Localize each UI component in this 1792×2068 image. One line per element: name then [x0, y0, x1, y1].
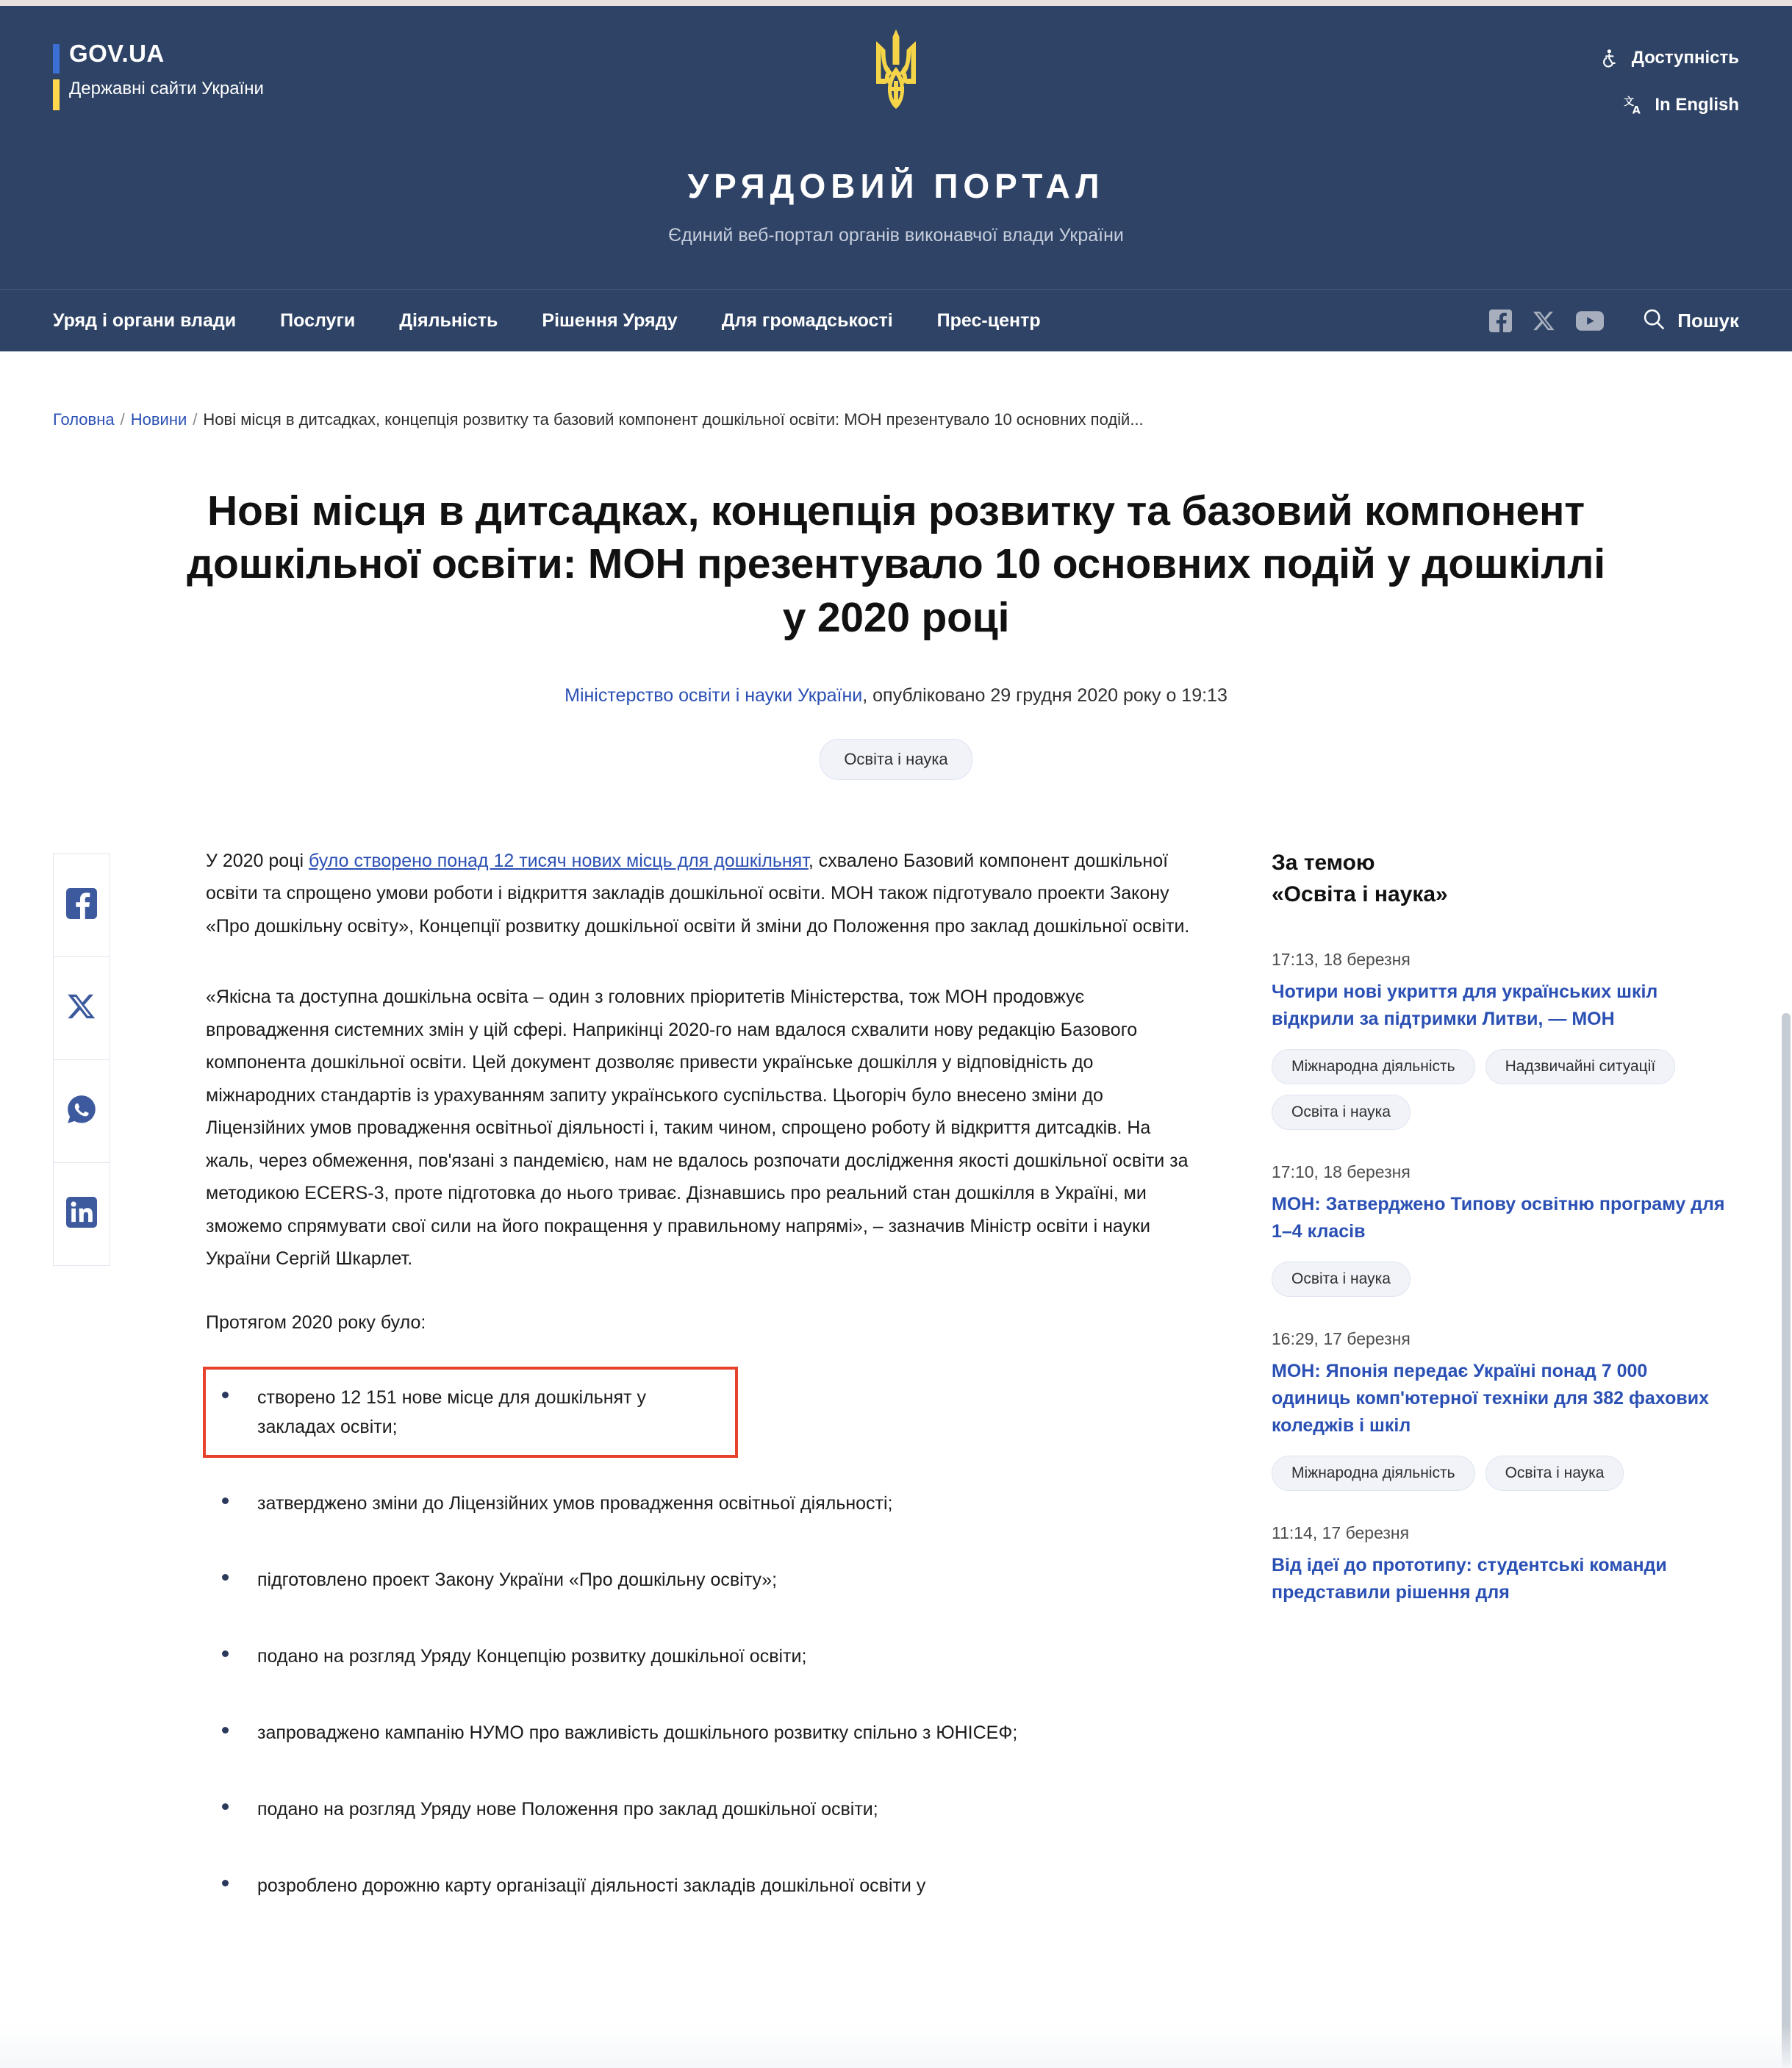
news-timestamp: 17:13, 18 березня [1272, 950, 1411, 970]
article-source-link[interactable]: Міністерство освіти і науки України [565, 684, 863, 706]
news-tags [1272, 1456, 1727, 1491]
govua-logo-title: GOV.UA [69, 40, 165, 67]
scrollbar-thumb[interactable] [1782, 1013, 1791, 2068]
article-paragraph-3: Протягом 2020 року було: [206, 1312, 426, 1333]
portal-subtitle: Єдиний веб-портал органів виконавчої влади України [668, 225, 1124, 246]
accessibility-icon [1599, 47, 1621, 69]
browser-top-strip [0, 0, 1792, 6]
article-body [110, 845, 1272, 1935]
search-icon [1642, 307, 1666, 334]
news-tag[interactable]: Міжнародна діяльність [1272, 1456, 1475, 1491]
article-paragraph-1 [206, 845, 1191, 943]
breadcrumb-news[interactable]: Новини [130, 410, 187, 429]
achievements-list [206, 1370, 1191, 1914]
facebook-icon[interactable] [1489, 310, 1512, 332]
breadcrumb [53, 409, 1739, 432]
page-scrollbar[interactable] [1780, 1013, 1792, 2068]
govua-logo-subtitle: Державні сайти України [69, 78, 264, 99]
news-tag[interactable]: Надзвичайні ситуації [1485, 1049, 1676, 1084]
nav-item-activity[interactable]: Діяльність [399, 310, 498, 331]
news-headline-link[interactable]: МОН: Японія передає Україні понад 7 000 одиниць комп'ютерної техніки для 382 фахових коледжів і шкіл [1272, 1361, 1709, 1436]
sidebar-title-line1: За темою [1272, 850, 1375, 875]
nav-right-group [1489, 307, 1739, 334]
article-byline [184, 685, 1608, 706]
portal-title: УРЯДОВИЙ ПОРТАЛ [687, 167, 1105, 205]
accessibility-label: Доступність [1631, 48, 1739, 68]
page-title: Нові місця в дитсадках, концепція розвитку та базовий компонент дошкільної освіти: МОН презентувало 10 основних подій у дошкіллі у 2020 році [187, 487, 1605, 641]
news-headline-link[interactable]: МОН: Затверджено Типову освітню програму для 1–4 класів [1272, 1194, 1725, 1242]
related-news-sidebar [1272, 845, 1727, 1639]
nav-item-press-center[interactable]: Прес-центр [936, 310, 1041, 331]
news-tag[interactable]: Міжнародна діяльність [1272, 1049, 1475, 1084]
article-published: , опубліковано 29 грудня 2020 року о 19:13 [862, 684, 1227, 706]
nav-item-decisions[interactable]: Рішення Уряду [542, 310, 678, 331]
ukraine-trident-icon [867, 26, 925, 109]
nav-item-government[interactable]: Уряд і органи влади [53, 310, 237, 331]
breadcrumb-wrap [0, 351, 1792, 432]
article-header [0, 432, 1792, 780]
logo-bar-blue [53, 44, 60, 74]
sidebar-title-line2: «Освіта і наука» [1272, 881, 1448, 906]
site-header [0, 6, 1792, 289]
news-tag[interactable]: Освіта і наука [1272, 1095, 1411, 1130]
list-item: підготовлено проект Закону України «Про дошкільну освіту»; [206, 1552, 1191, 1608]
nav-links [53, 310, 1063, 332]
breadcrumb-separator-2: / [193, 410, 198, 429]
share-sidebar [53, 854, 110, 1266]
list-item: подано на розгляд Уряду Концепцію розвитку дошкільної освіти; [206, 1628, 1191, 1684]
main-navigation [0, 289, 1792, 351]
search-label: Пошук [1677, 309, 1739, 332]
svg-text:文: 文 [1624, 96, 1635, 108]
search-button[interactable] [1642, 307, 1739, 334]
language-label: In English [1655, 95, 1739, 115]
related-news-item [1272, 1523, 1727, 1606]
breadcrumb-home[interactable]: Головна [53, 410, 115, 429]
related-news-item [1272, 1162, 1727, 1297]
news-timestamp: 11:14, 17 березня [1272, 1523, 1410, 1543]
news-tags [1272, 1049, 1727, 1130]
logo-bar-yellow [53, 79, 60, 110]
paragraph-1-text-before: У 2020 році [206, 850, 309, 871]
paragraph-1-text-after: , схвалено Базовий компонент дошкільної освіти та спрощено умови роботи і відкриття закладів дошкільної освіти. МОН також підготувало проекти Закону «Про дошкільну освіту», Концепції розвитку дошкільної освіти й зміни до Положення про заклад дошкільної освіти. [206, 850, 1190, 937]
article-paragraph-2: «Якісна та доступна дошкільна освіта – один з головних пріоритетів Міністерства, тож МОН продовжує впровадження системних змін у цій сфері. Наприкінці 2020-го нам вдалося схвалити нову редакцію Базового компонента дошкільної освіти. Цей документ дозволяє привести українське дошкілля у відповідність до міжнародних стандартів із урахуванням запиту українського суспільства. Цьогоріч було внесено зміни до Ліцензійних умов провадження освітньої діяльності і, таким чином, спрощено роботу й відкриття дитсадків. На жаль, через обмеження, пов'язані з пандемією, нам не вдалось розпочати дослідження якості дошкільної освіти за методикою ECERS-3, проте підготовка до нього триває. Дізнавшись про реальний стан дошкілля в Україні, ми зможемо спрямувати свої сили на його покращення у правильному напрямі», – зазначив Міністр освіти і науки України Сергій Шкарлет. [206, 987, 1189, 1270]
x-twitter-icon[interactable] [1533, 310, 1555, 332]
youtube-icon[interactable] [1576, 311, 1604, 331]
news-tag[interactable]: Освіта і наука [1485, 1456, 1624, 1491]
translate-icon [1622, 94, 1644, 116]
news-timestamp: 17:10, 18 березня [1272, 1162, 1411, 1182]
nav-item-public[interactable]: Для громадськості [721, 310, 893, 331]
share-x-button[interactable] [54, 957, 110, 1060]
related-news-item [1272, 950, 1727, 1130]
list-item: подано на розгляд Уряду нове Положення про заклад дошкільної освіти; [206, 1781, 1191, 1837]
inline-article-link[interactable]: було створено понад 12 тисяч нових місць для дошкільнят [309, 850, 809, 871]
nav-item-services[interactable]: Послуги [280, 310, 356, 331]
breadcrumb-current: Нові місця в дитсадках, концепція розвитку та базовий компонент дошкільної освіти: МОН презентувало 10 основних подій... [203, 410, 1144, 429]
list-item: створено 12 151 нове місце для дошкільнят у закладах освіти; [206, 1370, 735, 1455]
language-switch-link[interactable] [1599, 94, 1739, 116]
linkedin-icon [66, 1197, 97, 1231]
facebook-icon [66, 888, 97, 923]
breadcrumb-separator-1: / [120, 410, 125, 429]
article-tag[interactable]: Освіта і наука [820, 739, 972, 780]
content-row [0, 780, 1792, 1935]
svg-text:A: A [1632, 104, 1641, 115]
article-tag-row [184, 739, 1608, 780]
news-timestamp: 16:29, 17 березня [1272, 1329, 1411, 1349]
list-item: розроблено дорожню карту організації діяльності закладів дошкільної освіти у [206, 1858, 1191, 1914]
govua-logo[interactable] [53, 41, 264, 98]
header-utility-links [1599, 47, 1739, 116]
x-twitter-icon [67, 992, 96, 1025]
share-whatsapp-button[interactable] [54, 1060, 110, 1163]
news-tag[interactable]: Освіта і наука [1272, 1262, 1411, 1297]
accessibility-link[interactable] [1599, 47, 1739, 69]
list-item: затверджено зміни до Ліцензійних умов провадження освітньої діяльності; [206, 1475, 1191, 1531]
news-headline-link[interactable]: Від ідеї до прототипу: студентські команди представили рішення для [1272, 1555, 1667, 1603]
whatsapp-icon [66, 1094, 97, 1128]
related-news-item [1272, 1329, 1727, 1491]
share-linkedin-button[interactable] [54, 1163, 110, 1266]
share-facebook-button[interactable] [54, 854, 110, 957]
sidebar-title [1272, 848, 1727, 910]
news-tags [1272, 1262, 1727, 1297]
bottom-fade-overlay [0, 2024, 1792, 2068]
list-item: запроваджено кампанію НУМО про важливість дошкільного розвитку спільно з ЮНІСЕФ; [206, 1705, 1191, 1761]
news-headline-link[interactable]: Чотири нові укриття для українських шкіл відкрили за підтримки Литви, — МОН [1272, 981, 1658, 1030]
